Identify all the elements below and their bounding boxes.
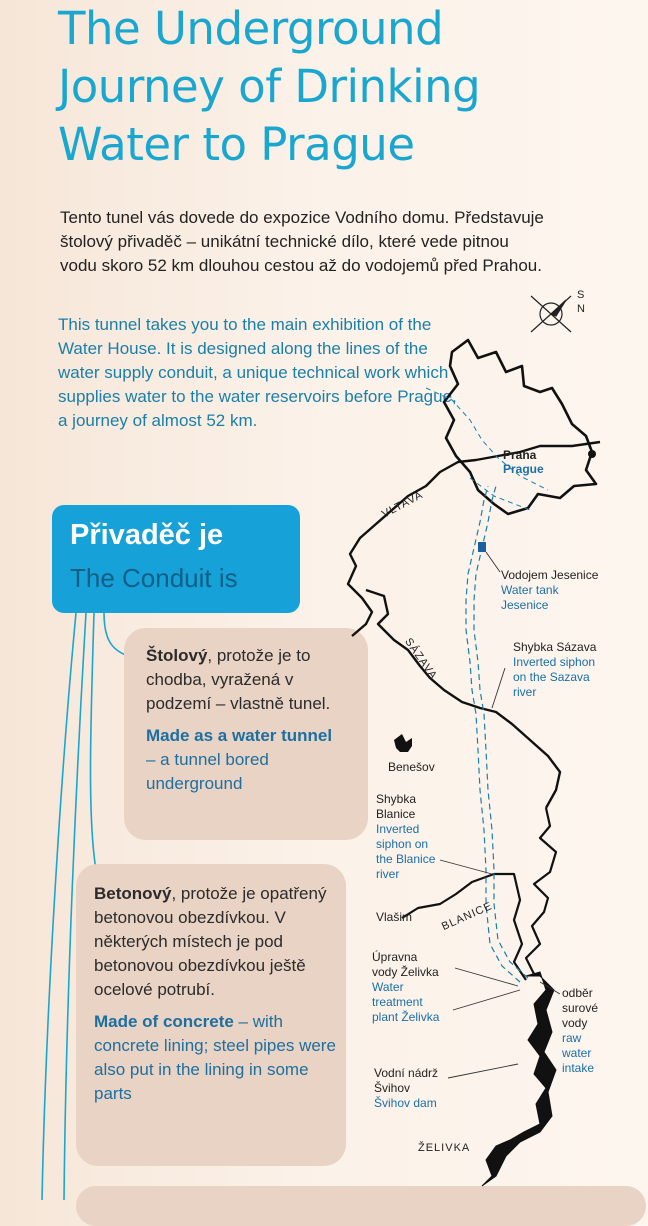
title-line-3: Water to Prague: [58, 118, 415, 171]
intro-czech: Tento tunel vás dovede do expozice Vodního domu. Představuje štolový přivaděč – unikátní technické dílo, které vede pitnou vodu skoro 52 km dlouhou cestou až do vodojemů před Prahou.: [60, 208, 544, 275]
upravna-label: Úpravna vody Želivka Water treatment plant Želivka: [372, 950, 440, 1024]
vodojem-label: Vodojem Jesenice Water tank Jesenice: [501, 568, 599, 612]
title-line-1: The Underground: [58, 2, 444, 55]
intro-english: This tunnel takes you to the main exhibition of the Water House. It is designed along the lines of the water supply conduit, a unique technical work which supplies water to the water reservoirs before Prague, a journey of almost 52 km.: [58, 315, 457, 430]
zelivka-reservoir: [482, 972, 556, 1186]
card2-czech-text: , protože je opatřený betonovou obezdívkou. V některých místech je pod betonovou obezdívkou ještě ocelové potrubí.: [94, 884, 327, 999]
compass-icon: [531, 296, 571, 332]
vlasim-label: Vlašim: [376, 910, 413, 924]
benesov-marker: [394, 734, 412, 752]
prague-label: Prague: [503, 462, 544, 476]
conduit-heading-english: The Conduit is: [70, 563, 238, 593]
shybka-blanice-label: Shybka Blanice Inverted siphon on the Blanice river: [376, 792, 436, 881]
sazava-label: SÁZAVA: [402, 636, 440, 683]
card1-english-bold: Made as a water tunnel: [146, 726, 333, 745]
nadrz-label: Vodní nádrž Švihov Švihov dam: [374, 1066, 439, 1110]
blanice-label: BLANICE: [440, 900, 495, 933]
card1-czech-bold: Štolový: [146, 646, 208, 665]
prague-boundary: [444, 340, 596, 514]
card1-czech-text: , protože je to chodba, vyražená v podzemí – vlastně tunel.: [146, 646, 331, 713]
title-line-2: Journey of Drinking: [58, 60, 481, 113]
praha-label: Praha: [503, 448, 537, 462]
odber-label: odběr surové vody raw water intake: [562, 986, 599, 1075]
compass-s: S: [577, 289, 585, 301]
card2-czech-bold: Betonový: [94, 884, 172, 903]
card2-english-bold: Made of concrete: [94, 1012, 234, 1031]
card2-english-text: – with concrete lining; steel pipes were also put in the lining in some parts: [94, 1012, 336, 1103]
card1-english-text: – a tunnel bored underground: [146, 750, 269, 793]
vltava-label: VLTAVA: [380, 488, 426, 521]
benesov-label: Benešov: [388, 760, 435, 774]
zelivka-label: ŽELIVKA: [418, 1142, 471, 1154]
shybka-sazava-label: Shybka Sázava Inverted siphon on the Sazava river: [513, 640, 597, 699]
compass-n: N: [577, 303, 585, 315]
conduit-heading-czech: Přivaděč je: [70, 519, 224, 551]
